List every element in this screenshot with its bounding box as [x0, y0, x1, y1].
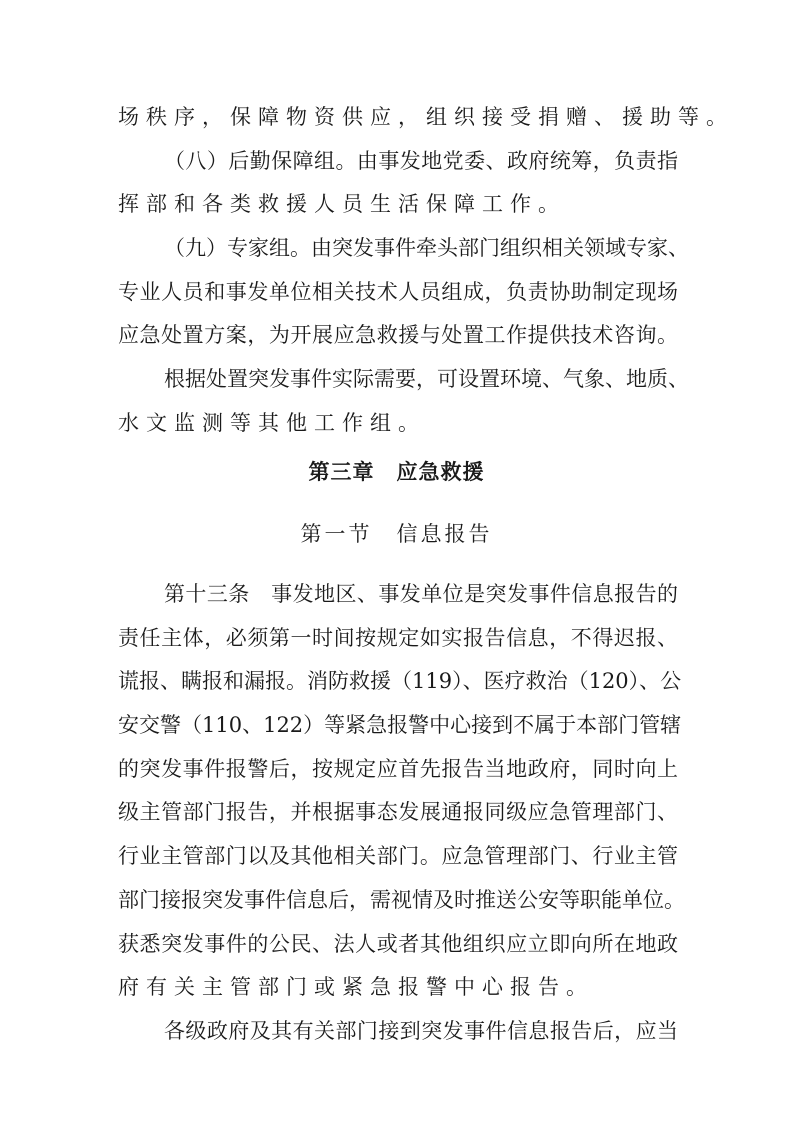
- text-line: 专业人员和事发单位相关技术人员组成，负责协助制定现场: [118, 279, 678, 304]
- text-line: （八）后勤保障组。由事发地党委、政府统筹，负责指: [164, 148, 678, 173]
- text-line: 应急处置方案，为开展应急救援与处置工作提供技术咨询。: [118, 323, 678, 348]
- text-line: 水文监测等其他工作组。: [118, 410, 426, 435]
- text-line: 的突发事件报警后，按规定应首先报告当地政府，同时向上: [118, 756, 678, 781]
- text-line: 部门接报突发事件信息后，需视情及时推送公安等职能单位。: [118, 887, 685, 912]
- text-line: 谎报、瞒报和漏报。消防救援（119）、医疗救治（120）、公: [118, 669, 682, 694]
- text-line: 安交警（110、122）等紧急报警中心接到不属于本部门管辖: [118, 713, 682, 738]
- text-line: 场秩序，保障物资供应，组织接受捐赠、援助等。: [118, 105, 734, 129]
- section-title: 第一节 信息报告: [300, 522, 493, 546]
- text-line: 第十三条 事发地区、事发单位是突发事件信息报告的: [164, 582, 678, 606]
- body-text-block-bottom: [118, 573, 685, 1054]
- text-line: 责任主体，必须第一时间按规定如实报告信息，不得迟报、: [118, 625, 678, 650]
- text-line: 挥部和各类救援人员生活保障工作。: [118, 192, 566, 217]
- text-line: 行业主管部门以及其他相关部门。应急管理部门、行业主管: [118, 844, 678, 869]
- chapter-title: 第三章 应急救援: [308, 460, 485, 484]
- text-line: 府有关主管部门或紧急报警中心报告。: [118, 975, 594, 1000]
- text-line: （九）专家组。由突发事件牵头部门组织相关领域专家、: [164, 236, 689, 261]
- body-text-block-top: [118, 96, 734, 446]
- text-line: 各级政府及其有关部门接到突发事件信息报告后，应当: [164, 1018, 678, 1043]
- text-line: 根据处置突发事件实际需要，可设置环境、气象、地质、: [164, 367, 689, 392]
- text-line: 级主管部门报告，并根据事态发展通报同级应急管理部门、: [118, 800, 678, 825]
- text-line: 获悉突发事件的公民、法人或者其他组织应立即向所在地政: [118, 931, 678, 956]
